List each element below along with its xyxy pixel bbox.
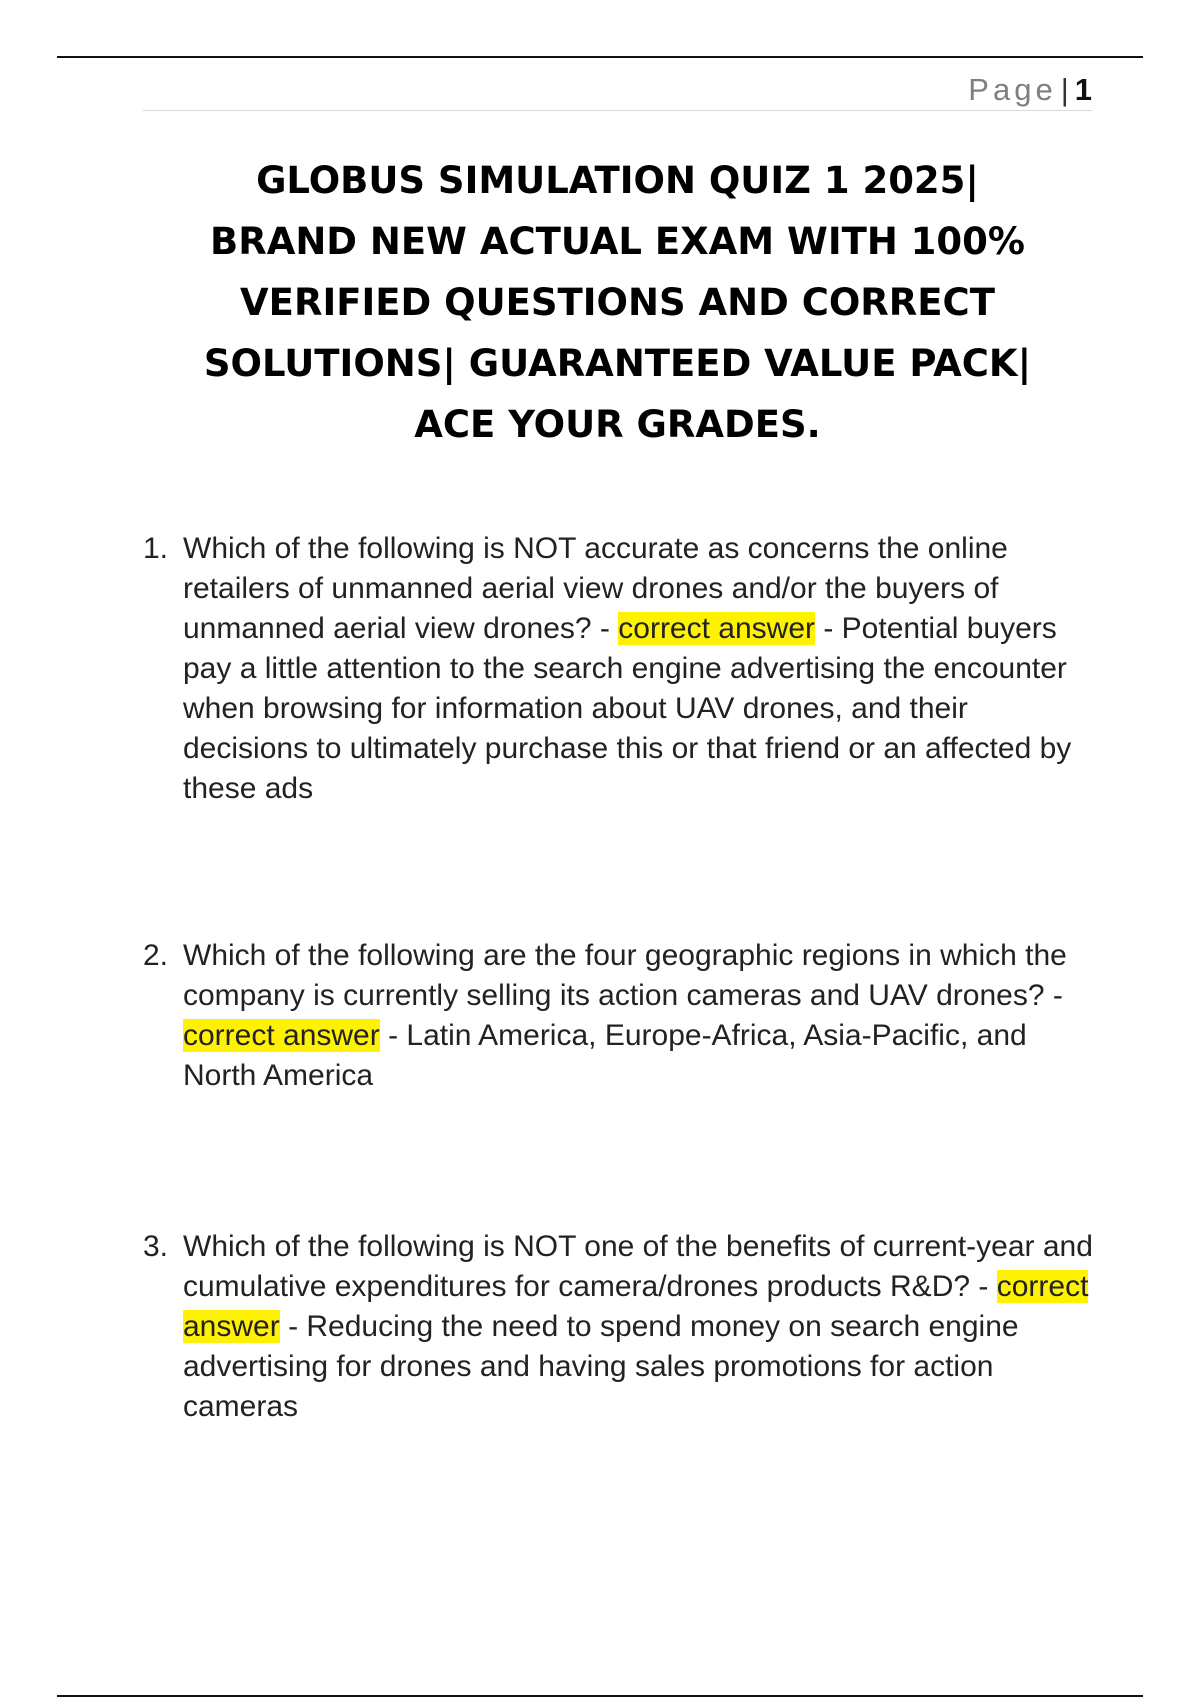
page-label: Page — [968, 72, 1057, 107]
page-separator: | — [1060, 72, 1069, 107]
question-item-1 — [143, 529, 1093, 809]
answer-text: - Latin America, Europe-Africa, Asia-Pacific, and North America — [183, 1019, 1027, 1092]
question-number: 3. — [143, 1230, 169, 1263]
top-rule — [57, 56, 1143, 58]
title-line: SOLUTIONS| GUARANTEED VALUE PACK| — [203, 342, 1032, 385]
page-number: 1 — [1074, 72, 1092, 107]
title-line: BRAND NEW ACTUAL EXAM WITH 100% — [210, 220, 1025, 263]
answer-text: - Potential buyers pay a little attention to the search engine advertising the encounter when browsing for information about UAV drones, and their decisions to ultimately purchase this or that friend or an affected by these ads — [183, 612, 1072, 805]
title-line: ACE YOUR GRADES. — [414, 403, 821, 446]
page-header — [143, 70, 1092, 111]
question-text: Which of the following is NOT one of the benefits of current-year and cumulative expenditures for camera/drones products R&D? - — [183, 1230, 1093, 1303]
correct-answer-highlight: correct answer — [618, 612, 815, 645]
question-text: Which of the following are the four geographic regions in which the company is currently selling its action cameras and UAV drones? - — [183, 939, 1067, 1012]
title-line: VERIFIED QUESTIONS AND CORRECT — [240, 281, 995, 324]
document-title — [140, 150, 1095, 455]
correct-answer-highlight: correct answer — [183, 1019, 380, 1052]
question-number: 1. — [143, 532, 169, 565]
question-item-2 — [143, 936, 1093, 1096]
answer-text: - Reducing the need to spend money on search engine advertising for drones and having sales promotions for action cameras — [183, 1310, 1019, 1423]
bottom-rule — [57, 1695, 1143, 1697]
question-item-3 — [143, 1227, 1093, 1427]
question-number: 2. — [143, 939, 169, 972]
title-line: GLOBUS SIMULATION QUIZ 1 2025| — [256, 159, 979, 202]
question-list-3 — [143, 1227, 1093, 1427]
question-list-2 — [143, 936, 1093, 1096]
question-text: Which of the following is NOT accurate as concerns the online retailers of unmanned aerial view drones and/or the buyers of unmanned aerial view drones? - — [183, 532, 1008, 645]
correct-answer-highlight: correct answer — [183, 1270, 1089, 1343]
question-list-1 — [143, 529, 1093, 809]
